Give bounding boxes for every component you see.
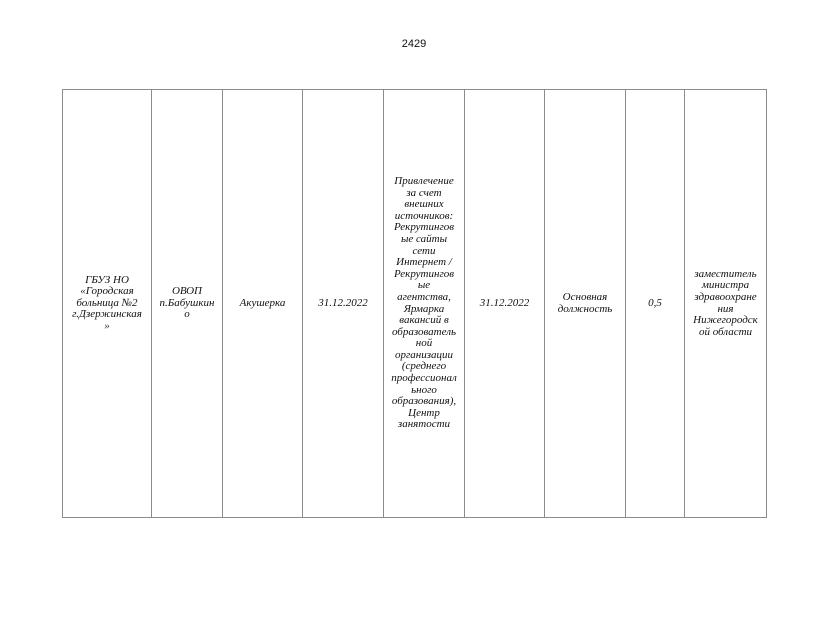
cell-position: Акушерка xyxy=(223,90,303,518)
page-number: 2429 xyxy=(401,38,427,50)
cell-organization: ГБУЗ НО «Городская больница №2 г.Дзержинская » xyxy=(63,90,152,518)
cell-date-fill: 31.12.2022 xyxy=(465,90,545,518)
cell-employment-type: Основная должность xyxy=(545,90,626,518)
cell-unit: ОВОП п.Бабушкин о xyxy=(152,90,223,518)
vacancy-table xyxy=(62,89,767,518)
table-row xyxy=(63,90,767,518)
cell-approver: заместитель министра здравоохране ния Нижегородск ой области xyxy=(685,90,767,518)
cell-date-open: 31.12.2022 xyxy=(303,90,384,518)
cell-sources: Привлечение за счет внешних источников: Рекрутингов ые сайты сети Интернет / Рекрутингов ые агентства, Ярмарка вакансий в образователь ной организации (среднего профессионал ьного образования), Центр занятости xyxy=(384,90,465,518)
cell-rate: 0,5 xyxy=(626,90,685,518)
